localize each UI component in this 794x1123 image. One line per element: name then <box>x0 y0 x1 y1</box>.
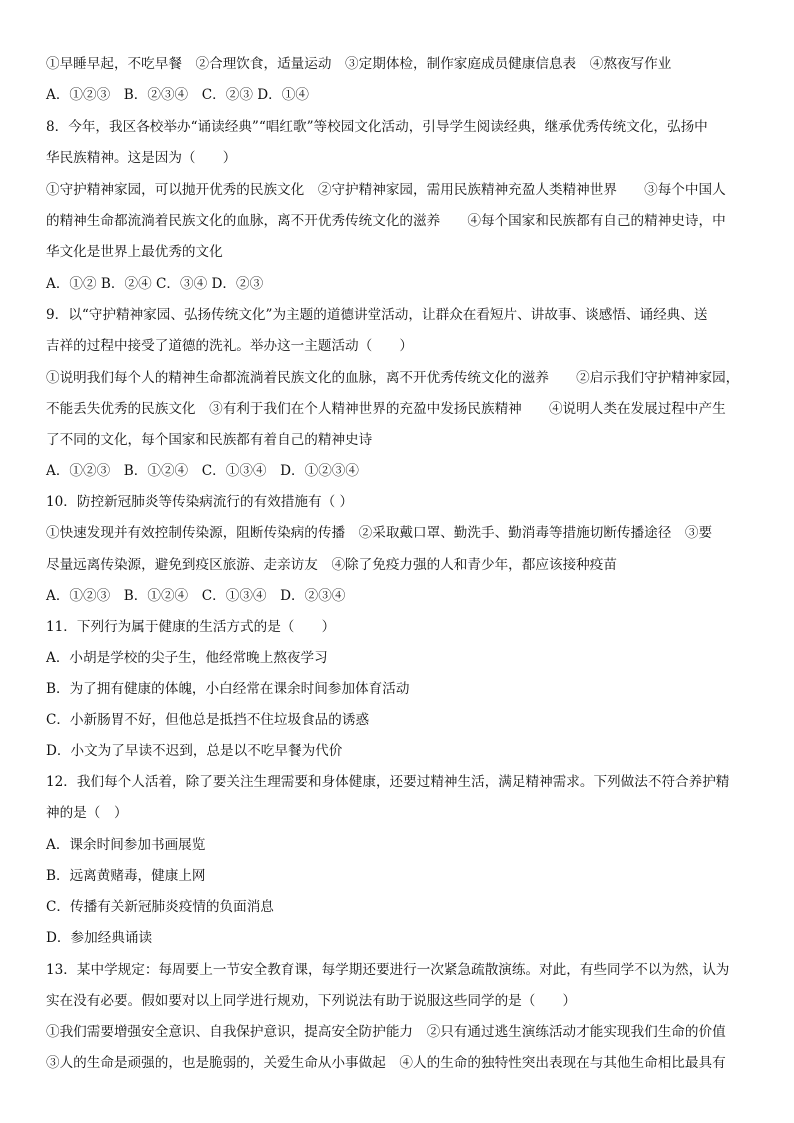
text-line: 华文化是世界上最优秀的文化 <box>46 244 223 260</box>
text-line: ①守护精神家园，可以抛开优秀的民族文化 ②守护精神家园，需用民族精神充盈人类精神世界 ③每个中国人 <box>46 182 726 198</box>
text-line: 华民族精神。这是因为（ ） <box>46 150 237 166</box>
text-line: 9．以“守护精神家园、弘扬传统文化”为主题的道德讲堂活动，让群众在看短片、讲故事、谈感悟、诵经典、送 <box>46 307 708 323</box>
text-line: 13．某中学规定：每周要上一节安全教育课，每学期还要进行一次紧急疏散演练。对此，有些同学不以为然，认为 <box>46 962 730 978</box>
text-line: A．①②③ B．①②④ C．①③④ D．①②③④ <box>46 463 359 479</box>
text-line: ①我们需要增强安全意识、自我保护意识，提高安全防护能力 ②只有通过逃生演练活动才能实现我们生命的价值 <box>46 1024 726 1040</box>
text-line: 11．下列行为属于健康的生活方式的是（ ） <box>46 619 336 635</box>
text-line: 10．防控新冠肺炎等传染病流行的有效措施有（ ） <box>46 494 354 510</box>
text-line: 了不同的文化，每个国家和民族都有着自己的精神史诗 <box>46 432 373 448</box>
text-line: A．课余时间参加书画展览 <box>46 837 206 853</box>
text-line: A．①② B．②④ C．③④ D．②③ <box>46 276 264 292</box>
text-line: A．①②③ B．②③④ C．②③ D．①④ <box>46 87 309 103</box>
text-line: 不能丢失优秀的民族文化 ③有利于我们在个人精神世界的充盈中发扬民族精神 ④说明人类在发展过程中产生 <box>46 401 726 417</box>
text-line: A．①②③ B．①②④ C．①③④ D．②③④ <box>46 588 346 604</box>
text-line: B．为了拥有健康的体魄，小白经常在课余时间参加体育活动 <box>46 681 410 697</box>
text-line: 实在没有必要。假如要对以上同学进行规劝，下列说法有助于说服这些同学的是（ ） <box>46 993 577 1009</box>
text-line: ③人的生命是顽强的，也是脆弱的，关爱生命从小事做起 ④人的生命的独特性突出表现在与其他生命相比最具有 <box>46 1055 726 1071</box>
text-line: D．小文为了早读不迟到，总是以不吃早餐为代价 <box>46 743 343 759</box>
text-line: B．远离黄赌毒，健康上网 <box>46 868 206 884</box>
text-line: 神的是（ ） <box>46 805 128 821</box>
text-line: 吉祥的过程中接受了道德的洗礼。举办这一主题活动（ ） <box>46 338 414 354</box>
text-line: 8．今年，我区各校举办“诵读经典”“唱红歌”等校园文化活动，引导学生阅读经典，继承优秀传统文化，弘扬中 <box>46 119 708 135</box>
text-line: C．传播有关新冠肺炎疫情的负面消息 <box>46 899 274 915</box>
text-line: ①早睡早起，不吃早餐 ②合理饮食，适量运动 ③定期体检，制作家庭成员健康信息表 ④熬夜写作业 <box>46 56 672 72</box>
text-line: A．小胡是学校的尖子生，他经常晚上熬夜学习 <box>46 650 328 666</box>
text-line: D．参加经典诵读 <box>46 930 153 946</box>
text-line: 的精神生命都流淌着民族文化的血脉，离不开优秀传统文化的滋养 ④每个国家和民族都有自己的精神史诗，中 <box>46 213 726 229</box>
text-line: 尽量远离传染源，避免到疫区旅游、走亲访友 ④除了免疫力强的人和青少年，都应该接种疫苗 <box>46 557 617 573</box>
text-line: ①快速发现并有效控制传染源，阻断传染病的传播 ②采取戴口罩、勤洗手、勤消毒等措施切断传播途径 ③要 <box>46 525 713 541</box>
text-line: 12．我们每个人活着，除了要关注生理需要和身体健康，还要过精神生活，满足精神需求。下列做法不符合养护精 <box>46 774 730 790</box>
text-line: C．小新肠胃不好，但他总是抵挡不住垃圾食品的诱惑 <box>46 712 370 728</box>
text-line: ①说明我们每个人的精神生命都流淌着民族文化的血脉，离不开优秀传统文化的滋养 ②启示我们守护精神家园， <box>46 370 740 386</box>
